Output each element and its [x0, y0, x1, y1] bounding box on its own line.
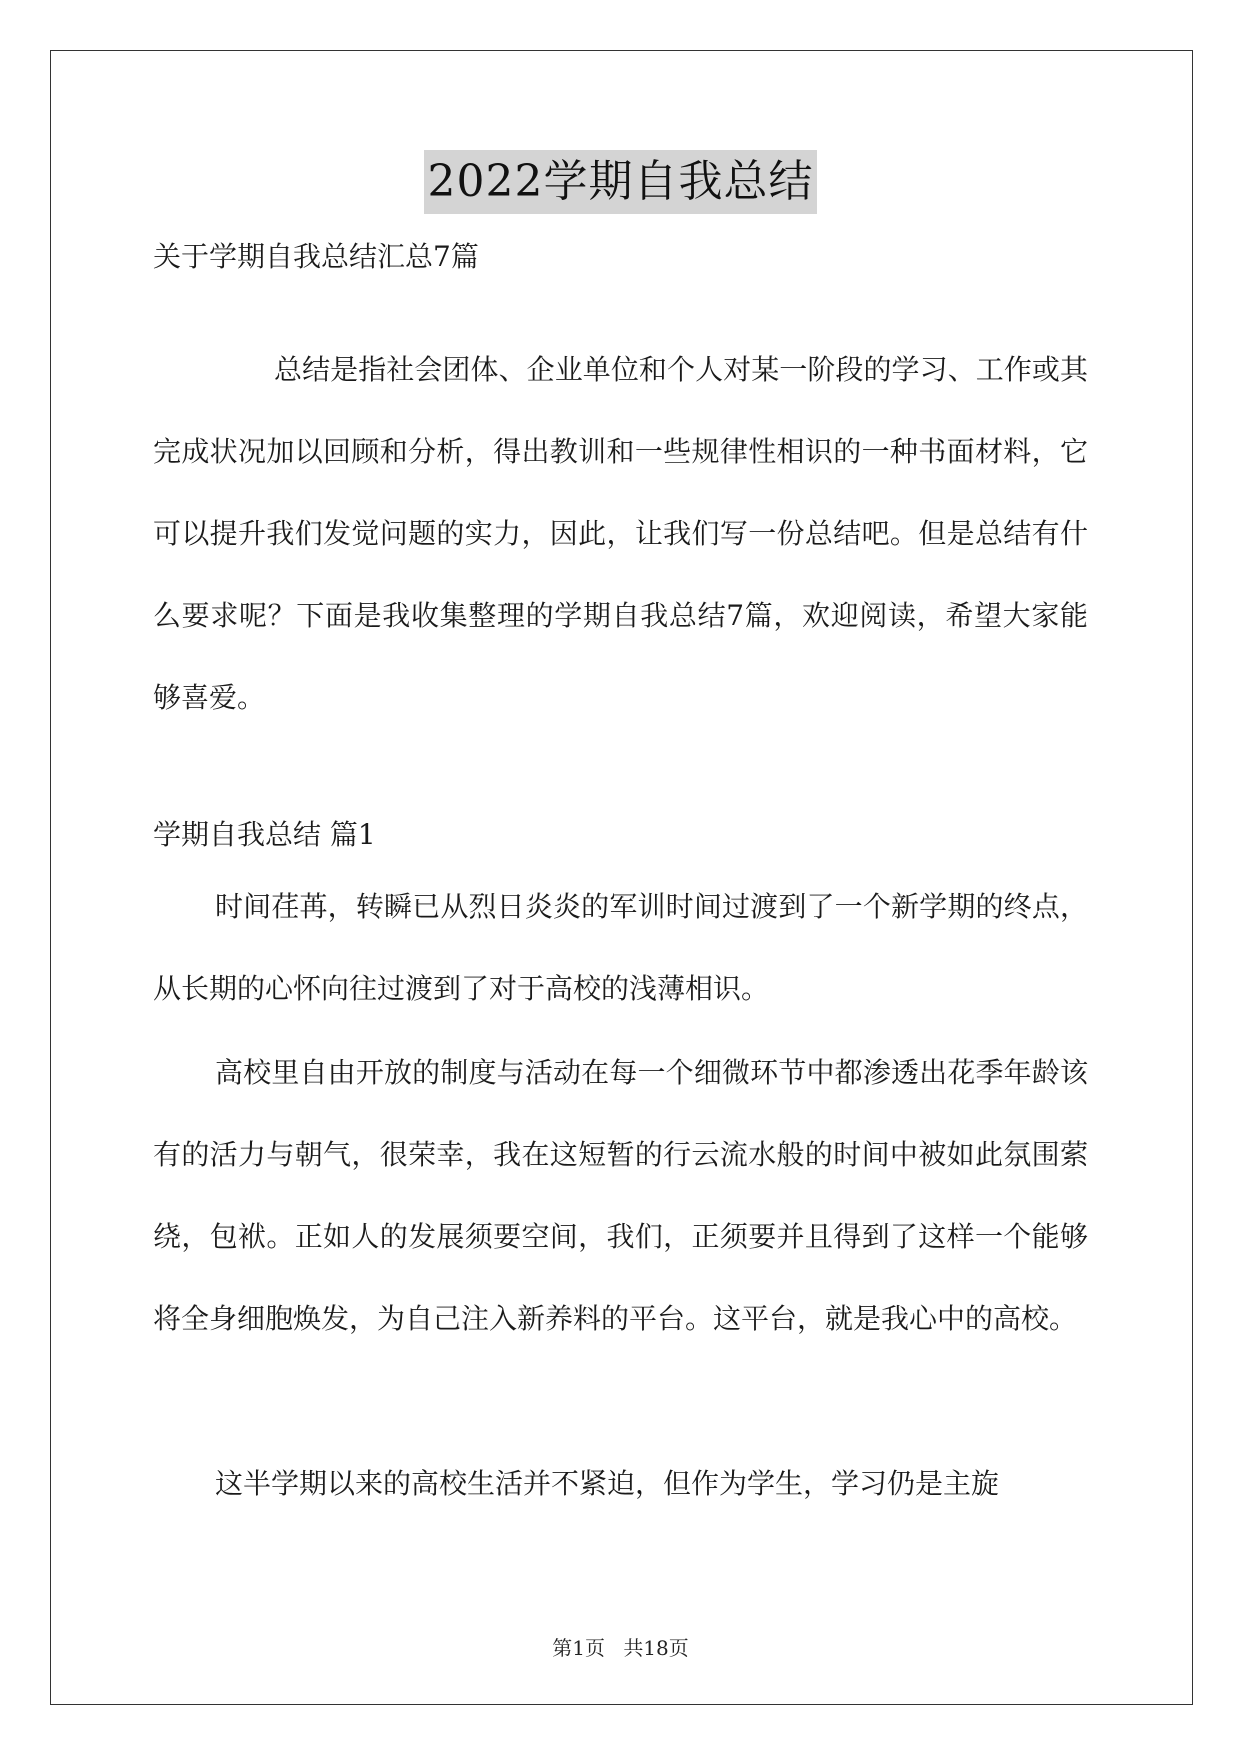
page-total: 共18页 [623, 1636, 689, 1660]
intro-paragraph: 总结是指社会团体、企业单位和个人对某一阶段的学习、工作或其完成状况加以回顾和分析，得出教训和一些规律性相识的一种书面材料，它可以提升我们发觉问题的实力，因此，让我们写一份总结吧。但是总结有什么要求呢？下面是我收集整理的学期自我总结7篇，欢迎阅读，希望大家能够喜爱。 [153, 353, 1088, 714]
document-subtitle: 关于学期自我总结汇总7篇 [153, 240, 479, 273]
section-heading: 学期自我总结 篇1 [153, 818, 376, 851]
body-paragraph: 这半学期以来的高校生活并不紧迫，但作为学生，学习仍是主旋 [215, 1467, 1000, 1500]
page-number: 第1页 [552, 1636, 605, 1660]
body-paragraph: 高校里自由开放的制度与活动在每一个细微环节中都渗透出花季年龄该有的活力与朝气，很荣幸，我在这短暂的行云流水般的时间中被如此氛围萦绕，包袱。正如人的发展须要空间，我们，正须要并且得到了这样一个能够将全身细胞焕发，为自己注入新养料的平台。这平台，就是我心中的高校。 [153, 1056, 1088, 1335]
page-footer [0, 1634, 1241, 1662]
document-title: 2022学期自我总结 [424, 150, 818, 214]
body-paragraph: 时间荏苒，转瞬已从烈日炎炎的军训时间过渡到了一个新学期的终点，从长期的心怀向往过渡到了对于高校的浅薄相识。 [153, 890, 1088, 1005]
title-container [0, 150, 1241, 214]
